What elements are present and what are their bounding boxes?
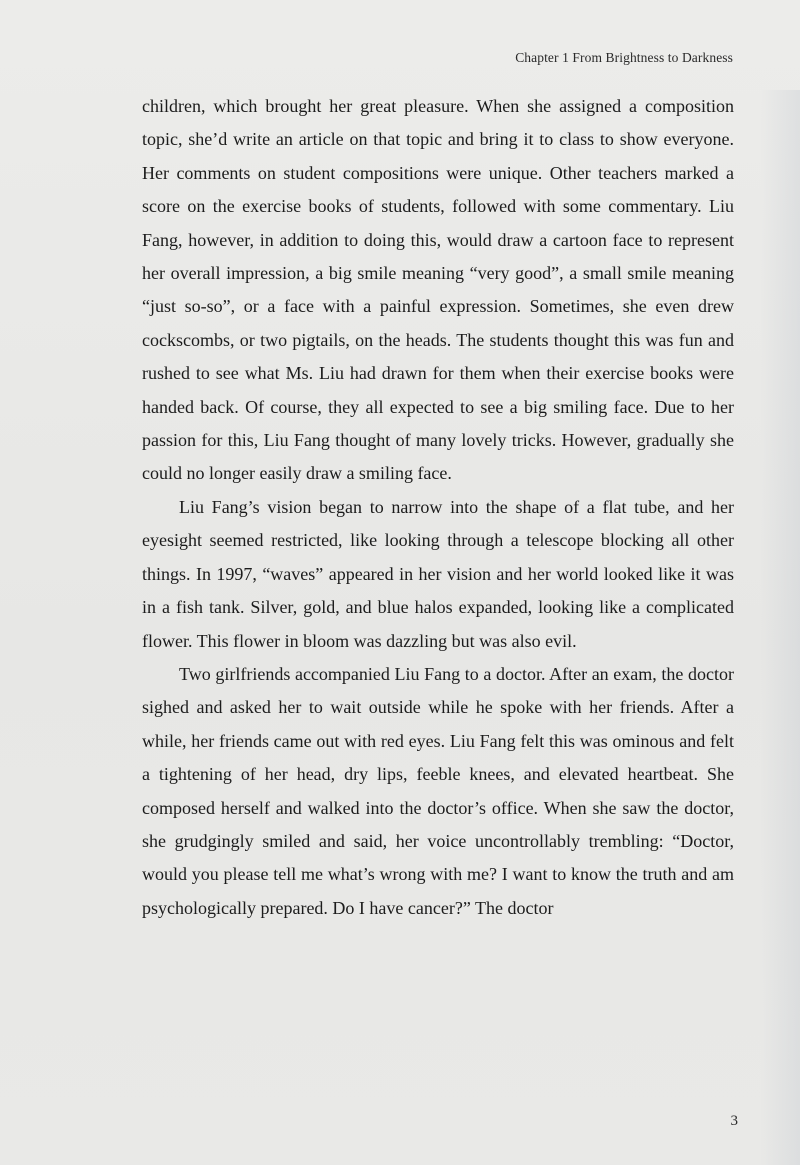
paragraph-2: Liu Fang’s vision began to narrow into the shape of a flat tube, and her eyesight seemed restricted, like looking through a telescope blocking all other things. In 1997, “waves” appeared in her vision and her world looked like it was in a fish tank. Silver, gold, and blue halos expanded, looking like a complicated flower. This flower in bloom was dazzling but was also evil. [142,496,734,651]
paragraph-3: Two girlfriends accompanied Liu Fang to a doctor. After an exam, the doctor sighed and asked her to wait outside while he spoke with her friends. After a while, her friends came out with red eyes. Liu Fang felt this was ominous and felt a tightening of her head, dry lips, feeble knees, and elevated heartbeat. She composed herself and walked into the doctor’s office. When she saw the doctor, she grudgingly smiled and said, her voice uncontrollably trembling: “Doctor, would you please tell me what’s wrong with me? I want to know the truth and am psychologically prepared. Do I have cancer?” The doctor [142,663,734,918]
body-text [142,90,734,925]
page-number: 3 [730,1113,738,1129]
paragraph-1: children, which brought her great pleasure. When she assigned a composition topic, she’d write an article on that topic and bring it to class to show everyone. Her comments on student compositions were unique. Other teachers marked a score on the exercise books of students, followed with some commentary. Liu Fang, however, in addition to doing this, would draw a cartoon face to represent her overall impression, a big smile meaning “very good”, a small smile meaning “just so-so”, or a face with a painful expression. Sometimes, she even drew cockscombs, or two pigtails, on the heads. The students thought this was fun and rushed to see what Ms. Liu had drawn for them when their exercise books were handed back. Of course, they all expected to see a big smiling face. Due to her passion for this, Liu Fang thought of many lovely tricks. However, gradually she could no longer easily draw a smiling face. [142,96,734,484]
running-head: Chapter 1 From Brightness to Darkness [515,50,733,65]
